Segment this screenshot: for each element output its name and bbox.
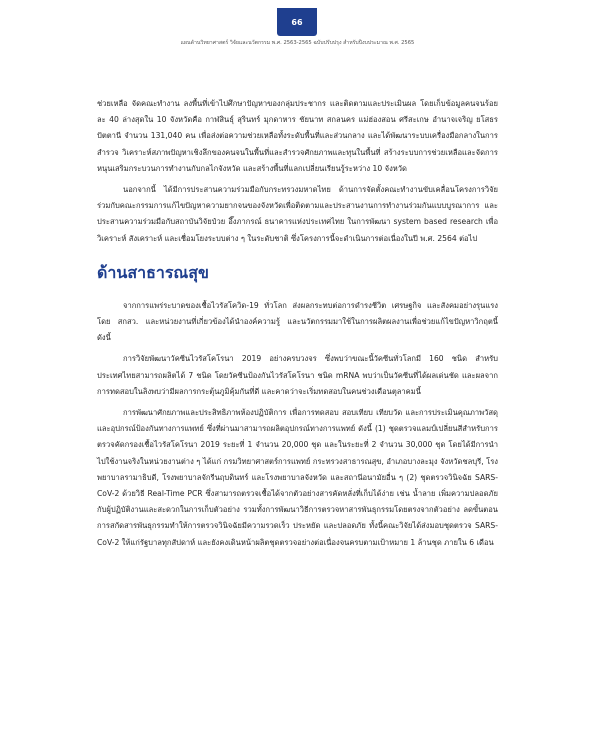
- page-number-badge: 66: [277, 8, 317, 36]
- body-paragraph: การพัฒนาศักยภาพและประสิทธิภาพห้องปฏิบัติการ เพื่อการทดสอบ สอบเทียบ เทียบวัด และการประเมินคุณภาพวัสดุและอุปกรณ์ป้องกันทางการแพทย์ ซึ่งที่ผ่านมาสามารถผลิตอุปกรณ์ทางการแพทย์ ดังนี้ (1) ชุดตรวจแลมป์เปลี่ยนสีสำหรับการตรวจคัดกรองเชื้อไวรัสโคโรนา 2019 ระยะที่ 1 จำนวน 20,000 ชุด และในระยะที่ 2 จำนวน 30,000 ชุด โดยได้มีการนำไปใช้งานจริงในหน่วยงานต่าง ๆ ได้แก่ กรมวิทยาศาสตร์การแพทย์ กระทรวงสาธารณสุข, อำเภอบางละมุง จังหวัดชลบุรี, โรงพยาบาลรามาธิบดี, โรงพยาบาลจักรีนฤบดินทร์ และโรงพยาบาลจังหวัด และสถานีอนามัยอื่น ๆ (2) ชุดตรวจวินิจฉัย SARS-CoV-2 ด้วยวิธี Real-Time PCR ซึ่งสามารถตรวจเชื้อได้จากตัวอย่างสารคัดหลั่งที่เก็บได้ง่าย เช่น น้ำลาย เพิ่มความปลอดภัยกับผู้ปฏิบัติงานและสะดวกในการเก็บตัวอย่าง รวมทั้งการพัฒนาวิธีการตรวจหาสารพันธุกรรมโดยตรงจากตัวอย่าง ลดขั้นตอนการสกัดสารพันธุกรรมทำให้การตรวจวินิจฉัยมีความรวดเร็ว ประหยัด และปลอดภัย ทั้งนี้คณะวิจัยได้ส่งมอบชุดตรวจ SARS-CoV-2 ให้แก่รัฐบาลทุกสัปดาห์ และยังคงเดินหน้าผลิตชุดตรวจอย่างต่อเนื่องจนครบตามเป้าหมาย 1 ล้านชุด ภายใน 6 เดือน: [97, 408, 498, 547]
- running-header: แผนด้านวิทยาศาสตร์ วิจัยและนวัตกรรม พ.ศ. 2563-2565 ฉบับปรับปรุง สำหรับปีงบประมาณ พ.ศ. 2565: [180, 40, 415, 46]
- body-paragraph: การวิจัยพัฒนาวัคซีนไวรัสโคโรนา 2019 อย่างครบวงจร ซึ่งพบว่าขณะนี้วัคซีนทั่วโลกมี 160 ชนิด สำหรับประเทศไทยสามารถผลิตได้ 7 ชนิด โดยวัคซีนป้องกันไวรัสโคโรนา ชนิด mRNA พบว่าเป็นวัคซีนที่ได้ผลเด่นชัด และผลจากการทดสอบในลิงพบว่ามีผลการกระตุ้นภูมิคุ้มกันที่ดี และคาดว่าจะเริ่มทดสอบในคนช่วงเดือนตุลาคมนี้: [97, 354, 498, 396]
- main-content: [97, 96, 498, 556]
- body-paragraph: จากการแพร่ระบาดของเชื้อไวรัสโควิด-19 ทั่วโลก ส่งผลกระทบต่อการดำรงชีวิต เศรษฐกิจ และสังคมอย่างรุนแรง โดย สกสว. และหน่วยงานที่เกี่ยวข้องได้นำองค์ความรู้ และนวัตกรรมมาใช้ในการผลิตผลงานเพื่อช่วยแก้ไขปัญหาวิกฤตนี้ ดังนี้: [97, 300, 498, 343]
- section-heading: ด้านสาธารณสุข: [97, 262, 209, 282]
- body-paragraph: ช่วยเหลือ จัดคณะทำงาน ลงพื้นที่เข้าไปศึกษาปัญหาของกลุ่มประชากร และติดตามและประเมินผล โดยเก็บข้อมูลคนจนร้อยละ 40 ล่างสุดใน 10 จังหวัดคือ กาฬสินธุ์ สุรินทร์ มุกดาหาร ชัยนาท สกลนคร แม่ฮ่องสอน ศรีสะเกษ อำนาจเจริญ ยโสธร ปัตตานี จำนวน 131,040 คน เพื่อส่งต่อความช่วยเหลือทั้งระดับพื้นที่และส่วนกลาง และได้พัฒนาระบบเครื่องมือกลางในการสำรวจ วิเคราะห์สภาพปัญหาเชิงลึกของคนจนในพื้นที่และสำรวจศักยภาพและทุนในพื้นที่ สร้างระบบการช่วยเหลือและจัดการหนุนเสริมกระบวนการทำงานกับกลไกจังหวัด และสร้างพื้นที่แลกเปลี่ยนเรียนรู้ระหว่าง 10 จังหวัด: [97, 99, 498, 173]
- body-paragraph: นอกจากนี้ ได้มีการประสานความร่วมมือกับกระทรวงมหาดไทย ด้านการจัดตั้งคณะทำงานขับเคลื่อนโครงการวิจัยร่วมกับคณะกรรมการแก้ไขปัญหาความยากจนของจังหวัดเพื่อติดตามและประสานงานการทำงานร่วมกันแบบบูรณาการ และประสานความร่วมมือกับสถาบันวิจัยป๋วย อึ๊งภากรณ์ ธนาคารแห่งประเทศไทย ในการพัฒนา system based research เพื่อวิเคราะห์ สังเคราะห์ และเชื่อมโยงระบบต่าง ๆ ในระดับชาติ ซึ่งโครงการนี้จะดำเนินการต่อเนื่องในปี พ.ศ. 2564 ต่อไป: [97, 185, 498, 243]
